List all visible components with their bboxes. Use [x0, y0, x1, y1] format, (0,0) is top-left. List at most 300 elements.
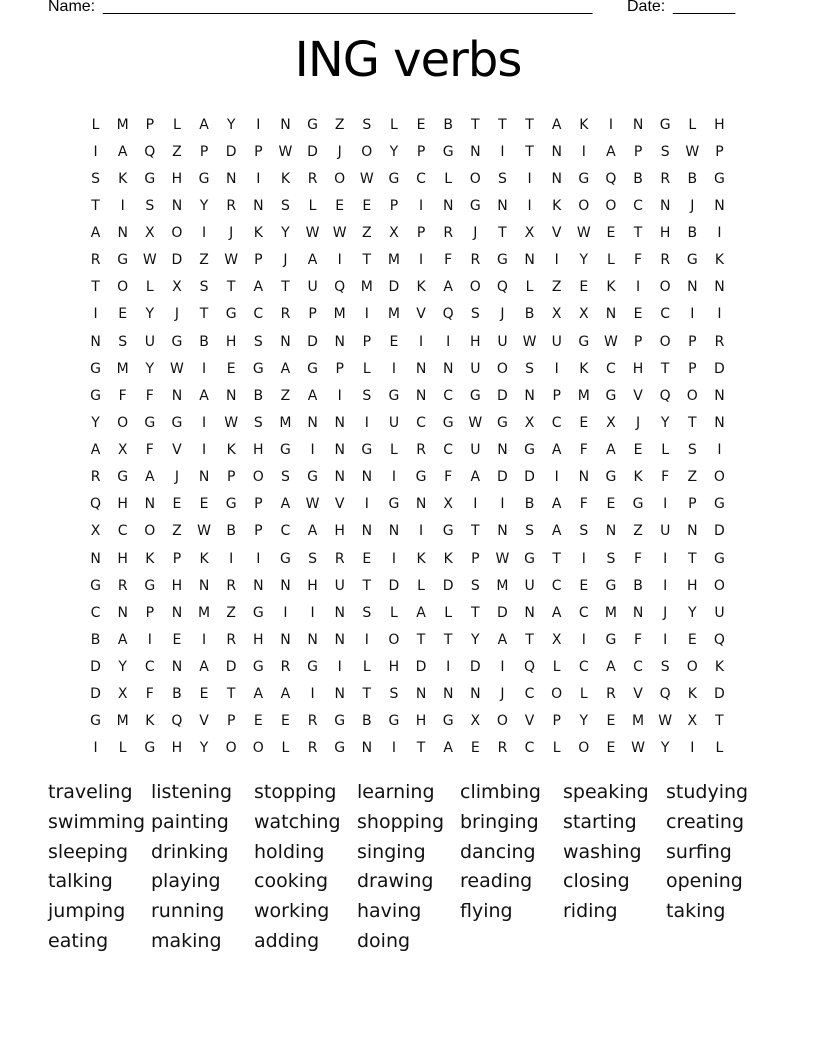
grid-letter[interactable]: G [714, 550, 725, 567]
grid-letter[interactable]: X [145, 225, 155, 242]
grid-letter[interactable]: T [471, 523, 480, 540]
grid-letter[interactable]: S [687, 442, 697, 459]
grid-letter[interactable]: X [524, 225, 535, 242]
grid-letter[interactable]: V [416, 306, 426, 323]
grid-letter[interactable]: R [226, 631, 237, 648]
grid-letter[interactable]: G [442, 523, 454, 540]
grid-letter[interactable]: W [468, 414, 483, 431]
grid-letter[interactable]: I [201, 360, 207, 377]
grid-letter[interactable]: G [415, 469, 427, 486]
grid-letter[interactable]: S [145, 197, 155, 214]
grid-letter[interactable]: I [554, 469, 559, 486]
grid-letter[interactable]: L [145, 279, 154, 296]
grid-letter[interactable]: W [305, 496, 320, 513]
grid-letter[interactable]: P [145, 116, 155, 133]
grid-letter[interactable]: E [606, 496, 616, 513]
grid-letter[interactable]: L [552, 740, 561, 757]
grid-letter[interactable]: T [552, 550, 561, 567]
grid-letter[interactable]: N [497, 197, 508, 214]
grid-letter[interactable]: V [334, 496, 345, 513]
grid-letter[interactable]: I [337, 252, 342, 269]
grid-letter[interactable]: I [391, 469, 396, 486]
grid-letter[interactable]: Y [660, 414, 670, 431]
grid-letter[interactable]: I [663, 577, 668, 594]
grid-letter[interactable]: T [416, 740, 426, 757]
grid-letter[interactable]: W [604, 333, 618, 350]
grid-letter[interactable]: Q [713, 631, 725, 648]
grid-letter[interactable]: W [359, 170, 374, 187]
grid-letter[interactable]: L [688, 116, 697, 133]
grid-letter[interactable]: L [390, 116, 398, 133]
grid-letter[interactable]: P [688, 333, 697, 350]
grid-letter[interactable]: D [225, 143, 237, 160]
grid-letter[interactable]: I [418, 333, 424, 350]
grid-letter[interactable]: G [714, 170, 725, 187]
grid-letter[interactable]: I [690, 740, 695, 757]
grid-letter[interactable]: I [391, 360, 396, 377]
grid-letter[interactable]: E [687, 631, 697, 648]
grid-letter[interactable]: U [714, 604, 725, 621]
grid-letter[interactable]: A [90, 225, 101, 242]
grid-letter[interactable]: V [524, 713, 535, 730]
grid-letter[interactable]: F [661, 469, 670, 486]
grid-letter[interactable]: M [116, 360, 129, 377]
grid-letter[interactable]: A [606, 143, 616, 160]
grid-letter[interactable]: Z [362, 225, 372, 242]
grid-letter[interactable]: G [469, 387, 481, 404]
grid-letter[interactable]: D [524, 469, 535, 486]
grid-letter[interactable]: G [388, 496, 400, 513]
grid-letter[interactable]: N [334, 469, 345, 486]
grid-letter[interactable]: G [307, 116, 318, 133]
grid-letter[interactable]: P [254, 523, 263, 540]
grid-letter[interactable]: H [253, 442, 264, 459]
grid-letter[interactable]: U [470, 360, 481, 377]
grid-letter[interactable]: R [117, 577, 128, 594]
grid-letter[interactable]: L [362, 659, 371, 676]
grid-letter[interactable]: K [443, 550, 453, 567]
grid-letter[interactable]: V [172, 442, 182, 459]
grid-letter[interactable]: R [714, 333, 725, 350]
grid-letter[interactable]: C [416, 170, 426, 187]
grid-letter[interactable]: S [470, 577, 480, 594]
grid-letter[interactable]: E [470, 740, 480, 757]
grid-letter[interactable]: G [90, 713, 101, 730]
grid-letter[interactable]: I [364, 414, 369, 431]
grid-letter[interactable]: O [117, 414, 129, 431]
grid-letter[interactable]: S [253, 333, 263, 350]
grid-letter[interactable]: K [714, 252, 725, 269]
grid-letter[interactable]: G [144, 740, 156, 757]
grid-letter[interactable]: B [633, 170, 643, 187]
grid-letter[interactable]: E [606, 713, 616, 730]
grid-letter[interactable]: G [144, 577, 156, 594]
grid-letter[interactable]: R [307, 713, 318, 730]
grid-letter[interactable]: J [500, 306, 505, 323]
grid-letter[interactable]: E [118, 306, 128, 323]
grid-letter[interactable]: T [199, 306, 209, 323]
grid-letter[interactable]: I [527, 197, 532, 214]
grid-letter[interactable]: W [170, 360, 184, 377]
grid-letter[interactable]: H [225, 333, 237, 350]
grid-letter[interactable]: K [226, 442, 236, 459]
grid-letter[interactable]: G [442, 414, 454, 431]
grid-letter[interactable]: L [444, 170, 453, 187]
grid-letter[interactable]: Q [524, 659, 536, 676]
grid-letter[interactable]: B [90, 631, 101, 648]
grid-letter[interactable]: B [253, 387, 264, 404]
grid-letter[interactable]: D [388, 577, 400, 594]
grid-letter[interactable]: M [387, 252, 400, 269]
grid-letter[interactable]: X [551, 631, 562, 648]
grid-letter[interactable]: O [171, 225, 183, 242]
grid-letter[interactable]: Z [334, 116, 345, 133]
grid-letter[interactable]: I [690, 306, 695, 323]
grid-letter[interactable]: F [579, 442, 588, 459]
grid-letter[interactable]: U [660, 523, 671, 540]
grid-letter[interactable]: N [334, 686, 345, 703]
grid-letter[interactable]: S [660, 659, 670, 676]
grid-letter[interactable]: D [388, 279, 400, 296]
grid-letter[interactable]: C [90, 604, 101, 621]
grid-letter[interactable]: S [280, 197, 290, 214]
grid-letter[interactable]: K [199, 550, 209, 567]
grid-letter[interactable]: G [361, 442, 373, 459]
grid-letter[interactable]: Q [605, 170, 617, 187]
grid-letter[interactable]: X [117, 442, 128, 459]
grid-letter[interactable]: N [497, 523, 508, 540]
grid-letter[interactable]: L [118, 740, 127, 757]
grid-letter[interactable]: G [117, 469, 129, 486]
grid-letter[interactable]: N [280, 577, 291, 594]
grid-letter[interactable]: D [307, 333, 318, 350]
grid-letter[interactable]: C [633, 659, 643, 676]
grid-letter[interactable]: H [687, 577, 698, 594]
grid-letter[interactable]: T [525, 116, 534, 133]
grid-letter[interactable]: E [416, 116, 426, 133]
grid-letter[interactable]: R [280, 306, 291, 323]
grid-letter[interactable]: G [442, 713, 454, 730]
grid-letter[interactable]: K [253, 225, 263, 242]
grid-letter[interactable]: G [497, 414, 508, 431]
grid-letter[interactable]: J [283, 252, 288, 269]
grid-letter[interactable]: N [442, 197, 454, 214]
grid-letter[interactable]: R [90, 252, 101, 269]
grid-letter[interactable]: P [633, 333, 643, 350]
grid-letter[interactable]: G [307, 659, 318, 676]
grid-letter[interactable]: R [660, 252, 671, 269]
grid-letter[interactable]: M [577, 387, 590, 404]
grid-letter[interactable]: O [496, 713, 508, 730]
grid-letter[interactable]: I [310, 442, 315, 459]
grid-letter[interactable]: L [417, 577, 425, 594]
grid-letter[interactable]: B [199, 333, 209, 350]
grid-letter[interactable]: A [307, 252, 318, 269]
grid-letter[interactable]: A [253, 279, 264, 296]
grid-letter[interactable]: L [91, 116, 100, 133]
grid-letter[interactable]: N [714, 279, 725, 296]
grid-letter[interactable]: X [389, 225, 399, 242]
grid-letter[interactable]: N [687, 279, 698, 296]
grid-letter[interactable]: G [252, 360, 264, 377]
grid-letter[interactable]: G [90, 387, 101, 404]
grid-letter[interactable]: L [281, 740, 290, 757]
grid-letter[interactable]: G [144, 414, 156, 431]
grid-letter[interactable]: S [253, 414, 263, 431]
grid-letter[interactable]: B [362, 713, 372, 730]
grid-letter[interactable]: G [334, 740, 346, 757]
grid-letter[interactable]: G [280, 442, 291, 459]
grid-letter[interactable]: H [253, 631, 264, 648]
grid-letter[interactable]: P [226, 713, 236, 730]
grid-letter[interactable]: T [660, 360, 670, 377]
grid-letter[interactable]: S [362, 387, 372, 404]
grid-letter[interactable]: D [497, 387, 508, 404]
grid-letter[interactable]: L [525, 279, 534, 296]
grid-letter[interactable]: H [470, 333, 481, 350]
grid-letter[interactable]: A [280, 360, 291, 377]
grid-letter[interactable]: P [172, 550, 182, 567]
grid-letter[interactable]: C [578, 659, 589, 676]
grid-letter[interactable]: C [280, 523, 291, 540]
grid-letter[interactable]: N [388, 523, 400, 540]
grid-letter[interactable]: T [471, 116, 480, 133]
grid-letter[interactable]: K [416, 279, 426, 296]
grid-letter[interactable]: S [606, 550, 616, 567]
grid-letter[interactable]: O [496, 360, 508, 377]
grid-letter[interactable]: G [578, 333, 590, 350]
grid-letter[interactable]: N [361, 469, 373, 486]
grid-letter[interactable]: G [659, 116, 671, 133]
grid-letter[interactable]: C [660, 306, 671, 323]
grid-letter[interactable]: T [362, 577, 372, 594]
grid-letter[interactable]: W [685, 143, 700, 160]
grid-letter[interactable]: L [607, 252, 615, 269]
grid-letter[interactable]: G [307, 360, 318, 377]
grid-letter[interactable]: P [308, 306, 317, 323]
grid-letter[interactable]: J [174, 306, 179, 323]
grid-letter[interactable]: H [714, 116, 725, 133]
grid-letter[interactable]: T [471, 604, 480, 621]
grid-letter[interactable]: T [525, 631, 534, 648]
grid-letter[interactable]: I [256, 170, 261, 187]
grid-letter[interactable]: S [525, 360, 534, 377]
grid-letter[interactable]: Q [659, 686, 671, 703]
grid-letter[interactable]: R [307, 740, 318, 757]
grid-letter[interactable]: Z [687, 469, 698, 486]
grid-letter[interactable]: B [443, 116, 453, 133]
grid-letter[interactable]: G [442, 143, 454, 160]
grid-letter[interactable]: G [524, 550, 535, 567]
grid-letter[interactable]: M [496, 577, 509, 594]
grid-letter[interactable]: X [443, 496, 453, 513]
grid-letter[interactable]: C [551, 577, 562, 594]
grid-letter[interactable]: T [715, 713, 724, 730]
grid-letter[interactable]: O [469, 170, 481, 187]
grid-letter[interactable]: E [633, 306, 643, 323]
grid-letter[interactable]: A [551, 496, 562, 513]
grid-letter[interactable]: J [635, 414, 641, 431]
grid-letter[interactable]: G [388, 170, 400, 187]
grid-letter[interactable]: R [497, 740, 508, 757]
grid-letter[interactable]: N [117, 225, 128, 242]
name-field[interactable]: _______________________________________________________ [103, 0, 593, 15]
grid-letter[interactable]: R [90, 469, 101, 486]
grid-letter[interactable]: I [120, 197, 125, 214]
grid-letter[interactable]: D [442, 577, 454, 594]
grid-letter[interactable]: N [361, 523, 373, 540]
grid-letter[interactable]: A [551, 442, 562, 459]
grid-letter[interactable]: G [280, 550, 291, 567]
grid-letter[interactable]: L [390, 442, 398, 459]
grid-letter[interactable]: N [470, 686, 481, 703]
grid-letter[interactable]: I [418, 197, 424, 214]
grid-letter[interactable]: C [524, 740, 535, 757]
grid-letter[interactable]: D [225, 659, 237, 676]
grid-letter[interactable]: X [90, 523, 101, 540]
grid-letter[interactable]: H [334, 523, 345, 540]
grid-letter[interactable]: O [578, 197, 590, 214]
grid-letter[interactable]: N [280, 333, 291, 350]
grid-letter[interactable]: Y [199, 197, 209, 214]
grid-letter[interactable]: I [256, 550, 261, 567]
grid-letter[interactable]: L [390, 604, 398, 621]
grid-letter[interactable]: D [497, 469, 508, 486]
grid-letter[interactable]: I [418, 252, 424, 269]
grid-letter[interactable]: I [310, 604, 315, 621]
grid-letter[interactable]: I [500, 659, 505, 676]
grid-letter[interactable]: S [362, 116, 372, 133]
grid-letter[interactable]: I [201, 225, 207, 242]
grid-letter[interactable]: C [144, 659, 155, 676]
grid-letter[interactable]: X [470, 713, 481, 730]
grid-letter[interactable]: Z [280, 387, 291, 404]
grid-letter[interactable]: N [415, 496, 427, 513]
grid-letter[interactable]: N [578, 469, 590, 486]
grid-letter[interactable]: R [226, 197, 237, 214]
grid-letter[interactable]: X [117, 686, 128, 703]
grid-letter[interactable]: K [416, 550, 426, 567]
grid-letter[interactable]: G [388, 713, 400, 730]
grid-letter[interactable]: I [391, 550, 396, 567]
grid-letter[interactable]: P [389, 197, 399, 214]
grid-letter[interactable]: E [579, 577, 589, 594]
grid-letter[interactable]: E [335, 197, 345, 214]
grid-letter[interactable]: P [362, 333, 372, 350]
grid-letter[interactable]: C [253, 306, 264, 323]
grid-letter[interactable]: Y [281, 225, 290, 242]
grid-letter[interactable]: P [552, 387, 561, 404]
grid-letter[interactable]: N [632, 604, 644, 621]
grid-letter[interactable]: G [117, 252, 129, 269]
grid-letter[interactable]: O [686, 659, 698, 676]
grid-letter[interactable]: I [418, 523, 424, 540]
grid-letter[interactable]: Z [633, 523, 643, 540]
grid-letter[interactable]: G [578, 170, 590, 187]
grid-letter[interactable]: N [253, 197, 264, 214]
grid-letter[interactable]: N [171, 197, 183, 214]
grid-letter[interactable]: W [197, 523, 211, 540]
grid-letter[interactable]: O [713, 577, 725, 594]
grid-letter[interactable]: N [225, 387, 237, 404]
grid-letter[interactable]: W [658, 713, 673, 730]
grid-letter[interactable]: N [497, 442, 508, 459]
grid-letter[interactable]: K [579, 116, 589, 133]
grid-letter[interactable]: I [337, 659, 342, 676]
grid-letter[interactable]: A [253, 686, 264, 703]
grid-letter[interactable]: H [171, 577, 183, 594]
grid-letter[interactable]: G [524, 442, 535, 459]
grid-letter[interactable]: M [604, 604, 617, 621]
grid-letter[interactable]: A [470, 469, 481, 486]
grid-letter[interactable]: S [362, 604, 372, 621]
grid-letter[interactable]: K [118, 170, 128, 187]
grid-letter[interactable]: R [660, 170, 671, 187]
grid-letter[interactable]: L [552, 659, 561, 676]
grid-letter[interactable]: G [714, 496, 725, 513]
grid-letter[interactable]: R [416, 442, 426, 459]
grid-letter[interactable]: I [554, 360, 559, 377]
grid-letter[interactable]: B [226, 523, 236, 540]
grid-letter[interactable]: G [497, 252, 508, 269]
grid-letter[interactable]: O [334, 170, 346, 187]
grid-letter[interactable]: N [415, 360, 427, 377]
grid-letter[interactable]: N [551, 143, 562, 160]
grid-letter[interactable]: A [307, 523, 318, 540]
grid-letter[interactable]: W [576, 225, 591, 242]
grid-letter[interactable]: N [415, 387, 427, 404]
grid-letter[interactable]: N [632, 116, 644, 133]
grid-letter[interactable]: N [90, 333, 101, 350]
grid-letter[interactable]: L [444, 604, 453, 621]
grid-letter[interactable]: I [717, 225, 722, 242]
grid-letter[interactable]: F [579, 496, 588, 513]
grid-letter[interactable]: I [391, 740, 396, 757]
grid-letter[interactable]: L [661, 442, 670, 459]
grid-letter[interactable]: N [280, 116, 291, 133]
grid-letter[interactable]: L [173, 116, 181, 133]
grid-letter[interactable]: I [608, 116, 613, 133]
grid-letter[interactable]: N [334, 333, 345, 350]
grid-letter[interactable]: M [116, 713, 129, 730]
grid-letter[interactable]: N [280, 631, 291, 648]
grid-letter[interactable]: Y [471, 631, 480, 648]
grid-letter[interactable]: I [446, 659, 451, 676]
grid-letter[interactable]: Q [659, 387, 671, 404]
grid-letter[interactable]: T [688, 414, 697, 431]
grid-letter[interactable]: W [305, 225, 320, 242]
grid-letter[interactable]: F [145, 442, 154, 459]
grid-letter[interactable]: O [117, 279, 129, 296]
grid-letter[interactable]: E [633, 442, 643, 459]
grid-letter[interactable]: O [659, 279, 671, 296]
grid-letter[interactable]: S [525, 523, 534, 540]
grid-letter[interactable]: P [254, 252, 263, 269]
grid-letter[interactable]: S [91, 170, 100, 187]
grid-letter[interactable]: G [307, 469, 318, 486]
grid-letter[interactable]: N [171, 604, 183, 621]
grid-letter[interactable]: O [388, 631, 400, 648]
grid-letter[interactable]: A [497, 631, 508, 648]
grid-letter[interactable]: N [117, 604, 128, 621]
grid-letter[interactable]: B [172, 686, 182, 703]
grid-letter[interactable]: P [254, 496, 263, 513]
grid-letter[interactable]: T [443, 631, 453, 648]
grid-letter[interactable]: O [551, 686, 563, 703]
grid-letter[interactable]: Z [226, 604, 236, 621]
grid-letter[interactable]: P [254, 143, 263, 160]
grid-letter[interactable]: P [471, 550, 480, 567]
